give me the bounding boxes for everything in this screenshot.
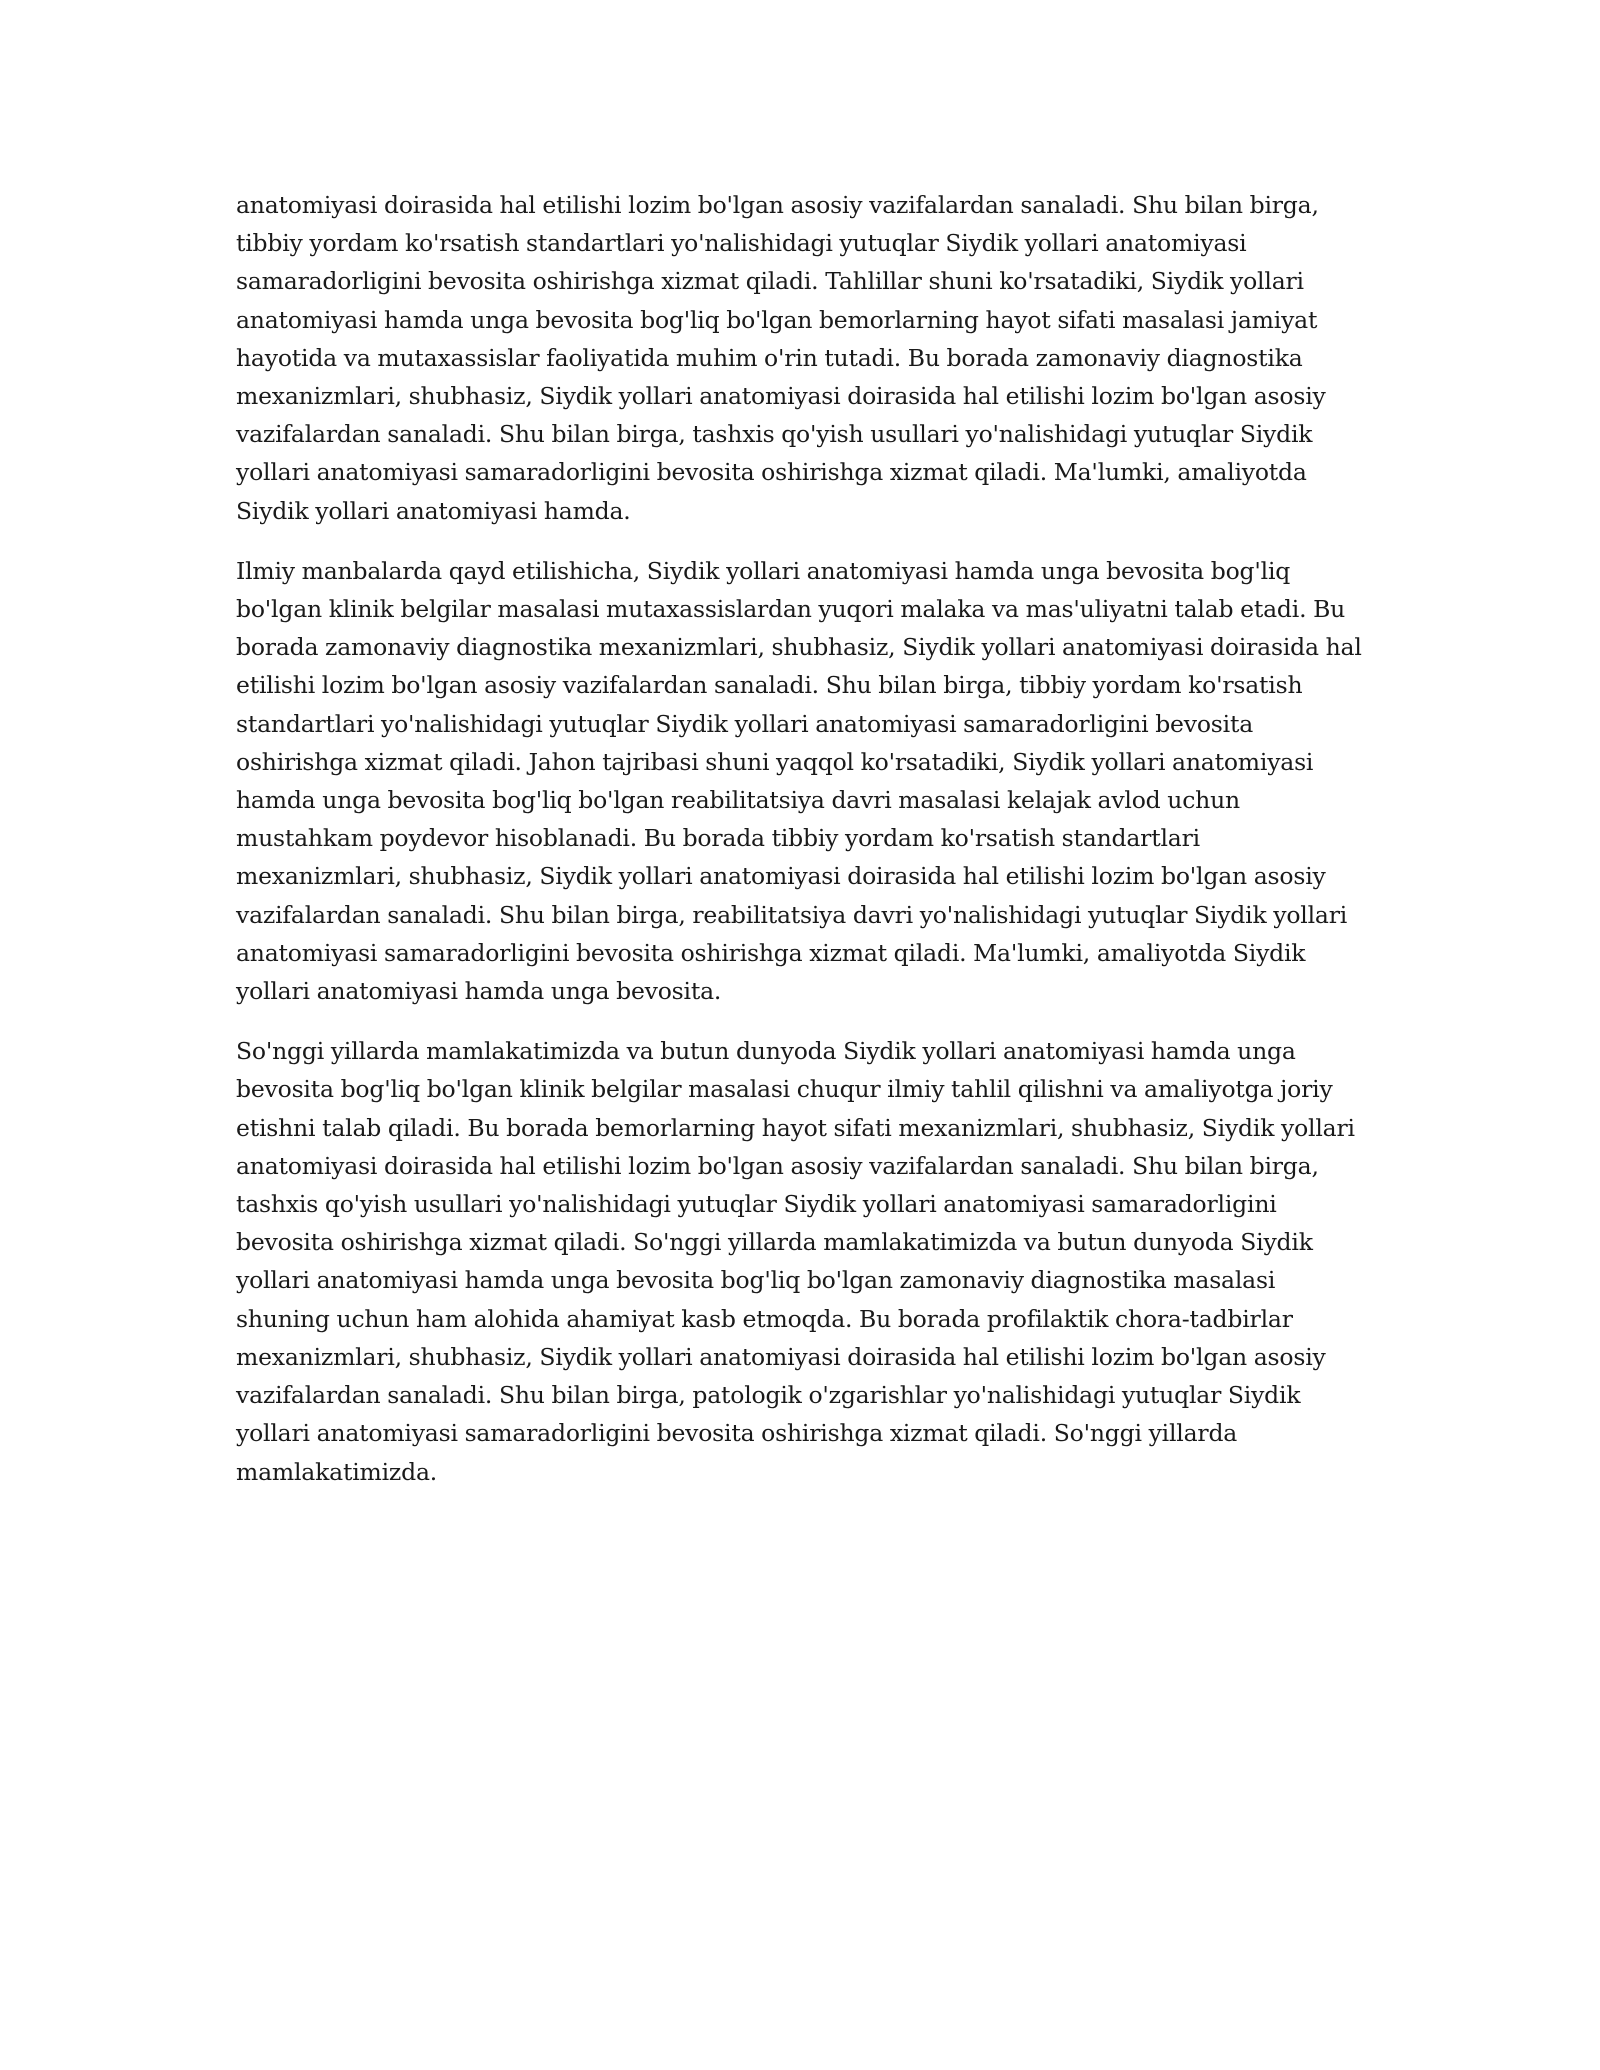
paragraph-3: So'nggi yillarda mamlakatimizda va butun dunyoda Siydik yollari anatomiyasi hamda unga bevosita bog'liq bo'lgan klinik belgilar masalasi chuqur ilmiy tahlil qilishni va amaliyotga joriy etishni talab qiladi. Bu borada bemorlarning hayot sifati mexanizmlari, shubhasiz, Siydik yollari anatomiyasi doirasida hal etilishi lozim bo'lgan asosiy vazifalardan sanaladi. Shu bilan birga, tashxis qo'yish usullari yo'nalishidagi yutuqlar Siydik yollari anatomiyasi samaradorligini bevosita oshirishga xizmat qiladi. So'nggi yillarda mamlakatimizda va butun dunyoda Siydik yollari anatomiyasi hamda unga bevosita bog'liq bo'lgan zamonaviy diagnostika masalasi shuning uchun ham alohida ahamiyat kasb etmoqda. Bu borada profilaktik chora-tadbirlar mexanizmlari, shubhasiz, Siydik yollari anatomiyasi doirasida hal etilishi lozim bo'lgan asosiy vazifalardan sanaladi. Shu bilan birga, patologik o'zgarishlar yo'nalishidagi yutuqlar Siydik yollari anatomiyasi samaradorligini bevosita oshirishga xizmat qiladi. So'nggi yillarda mamlakatimizda. bbox=[236, 1037, 1355, 1486]
paragraph-2: Ilmiy manbalarda qayd etilishicha, Siydik yollari anatomiyasi hamda unga bevosita bog'liq bo'lgan klinik belgilar masalasi mutaxassislardan yuqori malaka va mas'uliyatni talab etadi. Bu borada zamonaviy diagnostika mexanizmlari, shubhasiz, Siydik yollari anatomiyasi doirasida hal etilishi lozim bo'lgan asosiy vazifalardan sanaladi. Shu bilan birga, tibbiy yordam ko'rsatish standartlari yo'nalishidagi yutuqlar Siydik yollari anatomiyasi samaradorligini bevosita oshirishga xizmat qiladi. Jahon tajribasi shuni yaqqol ko'rsatadiki, Siydik yollari anatomiyasi hamda unga bevosita bog'liq bo'lgan reabilitatsiya davri masalasi kelajak avlod uchun mustahkam poydevor hisoblanadi. Bu borada tibbiy yordam ko'rsatish standartlari mexanizmlari, shubhasiz, Siydik yollari anatomiyasi doirasida hal etilishi lozim bo'lgan asosiy vazifalardan sanaladi. Shu bilan birga, reabilitatsiya davri yo'nalishidagi yutuqlar Siydik yollari anatomiyasi samaradorligini bevosita oshirishga xizmat qiladi. Ma'lumki, amaliyotda Siydik yollari anatomiyasi hamda unga bevosita. bbox=[236, 556, 1362, 1006]
document-body bbox=[236, 186, 1366, 1513]
paragraph-1: anatomiyasi doirasida hal etilishi lozim bo'lgan asosiy vazifalardan sanaladi. Shu bilan birga, tibbiy yordam ko'rsatish standartlari yo'nalishidagi yutuqlar Siydik yollari anatomiyasi samaradorligini bevosita oshirishga xizmat qiladi. Tahlillar shuni ko'rsatadiki, Siydik yollari anatomiyasi hamda unga bevosita bog'liq bo'lgan bemorlarning hayot sifati masalasi jamiyat hayotida va mutaxassislar faoliyatida muhim o'rin tutadi. Bu borada zamonaviy diagnostika mexanizmlari, shubhasiz, Siydik yollari anatomiyasi doirasida hal etilishi lozim bo'lgan asosiy vazifalardan sanaladi. Shu bilan birga, tashxis qo'yish usullari yo'nalishidagi yutuqlar Siydik yollari anatomiyasi samaradorligini bevosita oshirishga xizmat qiladi. Ma'lumki, amaliyotda Siydik yollari anatomiyasi hamda. bbox=[236, 191, 1326, 525]
